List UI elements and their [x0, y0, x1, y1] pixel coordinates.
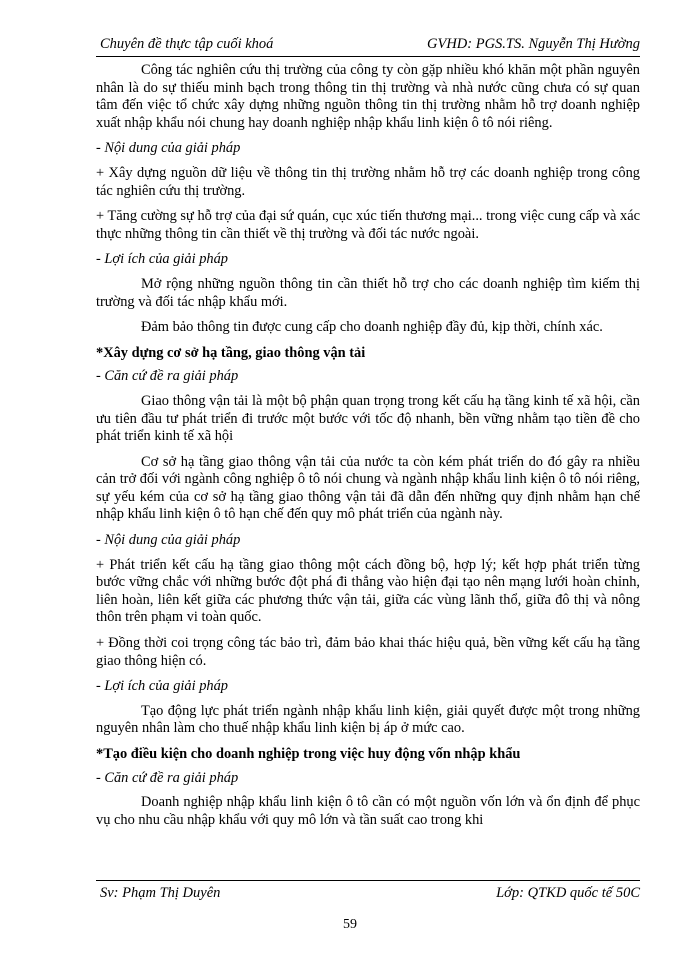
- section-sublabel: - Căn cứ đề ra giải pháp: [96, 368, 239, 385]
- page-number: 59: [343, 917, 357, 932]
- body-paragraph: Doanh nghiệp nhập khẩu linh kiện ô tô cần có một nguồn vốn lớn và ổn định để phục vụ cho nhu cầu nhập khẩu với quy mô lớn và tần suất cao trong khi: [96, 794, 640, 828]
- section-sublabel: - Nội dung của giải pháp: [96, 532, 241, 549]
- body-paragraph: Công tác nghiên cứu thị trường của công ty còn gặp nhiều khó khăn một phần nguyên nhân là do sự thiếu minh bạch trong thông tin thị trường và nhà nước cũng chưa có sự quan tâm đến việc tổ chức xây dựng những nguồn thông tin thị trường nhằm hỗ trợ doanh nghiệp xuất nhập khẩu nói chung hay doanh nghiệp nhập khẩu linh kiện ô tô nói riêng.: [96, 62, 640, 131]
- footer-class: Lớp: QTKD quốc tế 50C: [496, 885, 640, 901]
- section-sublabel: - Lợi ích của giải pháp: [96, 251, 228, 268]
- page-body: [96, 62, 640, 884]
- page-header: [96, 30, 640, 57]
- bullet-paragraph: + Phát triển kết cấu hạ tầng giao thông một cách đồng bộ, hợp lý; kết hợp phát triển từng bước vững chắc với những bước đột phá đi thẳng vào hiện đại tạo nên mạng lưới hoàn chỉnh, liên hoàn, liên kết giữa các phương thức vận tải, giữa các vùng lãnh thổ, giữa đô thị và nông thôn trên phạm vi toàn quốc.: [96, 556, 640, 626]
- header-left-title: Chuyên đề thực tập cuối khoá: [100, 36, 274, 52]
- section-heading: *Xây dựng cơ sở hạ tầng, giao thông vận tải: [96, 344, 366, 361]
- section-sublabel: - Lợi ích của giải pháp: [96, 678, 228, 695]
- bullet-paragraph: + Xây dựng nguồn dữ liệu về thông tin thị trường nhằm hỗ trợ các doanh nghiệp trong công tác nghiên cứu thị trường.: [96, 164, 640, 199]
- body-paragraph: Cơ sở hạ tầng giao thông vận tải của nước ta còn kém phát triển do đó gây ra nhiều cản trở đối với ngành công nghiệp ô tô nói chung và ngành nhập khẩu linh kiện ô tô nói riêng, sự yếu kém của cơ sở hạ tầng giao thông vận tải đã dẫn đến những quy định nhằm hạn chế nhập khẩu linh kiện ô tô hạn chế đến quy mô phát triển của ngành này.: [96, 453, 640, 523]
- body-paragraph: Mở rộng những nguồn thông tin cần thiết hỗ trợ cho các doanh nghiệp tìm kiếm thị trường và đối tác nhập khẩu mới.: [96, 275, 640, 310]
- body-paragraph: Giao thông vận tải là một bộ phận quan trọng trong kết cấu hạ tầng kinh tế xã hội, cần ưu tiên đầu tư phát triển đi trước một bước với tốc độ nhanh, bền vững nhằm tạo tiền đề cho phát triển kinh tế xã hội: [96, 392, 640, 445]
- bullet-paragraph: + Đồng thời coi trọng công tác bảo trì, đảm bảo khai thác hiệu quả, bền vững kết cấu hạ tầng giao thông hiện có.: [96, 635, 640, 669]
- bullet-paragraph: + Tăng cường sự hỗ trợ của đại sứ quán, cục xúc tiến thương mại... trong việc cung cấp và xác thực những thông tin cần thiết về thị trường và đối tác nước ngoài.: [96, 208, 640, 242]
- page-footer: [96, 880, 640, 907]
- section-heading: *Tạo điều kiện cho doanh nghiệp trong việc huy động vốn nhập khẩu: [96, 746, 521, 762]
- body-paragraph: Tạo động lực phát triển ngành nhập khẩu linh kiện, giải quyết được một trong những nguyên nhân làm cho thuế nhập khẩu linh kiện bị áp ở mức cao.: [96, 702, 640, 737]
- section-sublabel: - Căn cứ đề ra giải pháp: [96, 769, 239, 786]
- body-paragraph: Đảm bảo thông tin được cung cấp cho doanh nghiệp đầy đủ, kịp thời, chính xác.: [141, 319, 603, 336]
- header-supervisor: GVHD: PGS.TS. Nguyễn Thị Hường: [427, 36, 640, 52]
- section-sublabel: - Nội dung của giải pháp: [96, 140, 241, 157]
- footer-student: Sv: Phạm Thị Duyên: [100, 885, 221, 901]
